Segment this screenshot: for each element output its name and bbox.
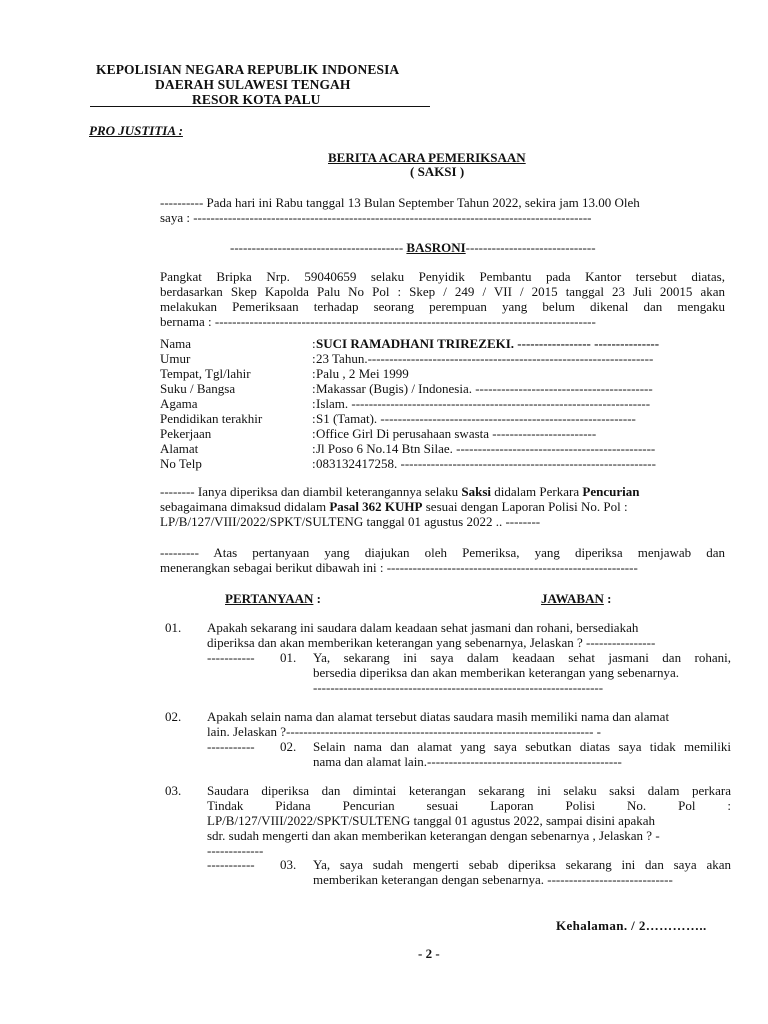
answer-intro-line-1: --------- Atas pertanyaan yang diajukan oleh Pemeriksa, yang diperiksa menjawab dan	[160, 545, 725, 560]
examiner-dash-left: ----------------------------------------	[230, 240, 407, 255]
qa-2-answer-prefix: -----------	[207, 739, 255, 754]
identity-colon: :	[312, 351, 316, 366]
answer-column-colon: :	[603, 591, 612, 606]
question-column-label: PERTANYAAN	[225, 591, 314, 606]
case-article: Pasal 362 KUHP	[329, 499, 423, 514]
intro-line-2: saya : --------------------------------------------------------------------------------------------	[160, 210, 592, 225]
intro-line-1: ---------- Pada hari ini Rabu tanggal 13 Bulan September Tahun 2022, sekira jam 13.00 Oleh	[160, 195, 640, 210]
qa-3-answer-prefix: -----------	[207, 857, 255, 872]
case-line-1-mid: didalam Perkara	[491, 484, 583, 499]
identity-value: Palu , 2 Mei 1999	[316, 366, 409, 381]
identity-row	[0, 426, 768, 441]
qa-2-number: 02.	[165, 709, 182, 724]
identity-row	[0, 336, 768, 351]
identity-row	[0, 441, 768, 456]
identity-label: Suku / Bangsa	[160, 381, 236, 396]
case-line-1	[160, 484, 725, 499]
document-title: BERITA ACARA PEMERIKSAAN	[328, 150, 526, 165]
identity-value: 083132417258. -----------------------------------------------------------	[316, 456, 656, 471]
qa-2-question-line-1: Apakah selain nama dan alamat tersebut diatas saudara masih memiliki nama dan alamat	[207, 709, 670, 724]
qa-3-number: 03.	[165, 783, 182, 798]
qa-2-answer-number: 02.	[280, 739, 297, 754]
identity-colon: :	[312, 456, 316, 471]
qa-3-answer-number: 03.	[280, 857, 297, 872]
identity-colon: :	[312, 411, 316, 426]
identity-value: SUCI RAMADHANI TRIREZEKI. ----------------- ---------------	[316, 336, 660, 351]
question-column-header	[225, 591, 321, 606]
qa-1-question-line-1: Apakah sekarang ini saudara dalam keadaan sehat jasmani dan rohani, bersediakah	[207, 620, 639, 635]
identity-colon: :	[312, 366, 316, 381]
continue-note: Kehalaman. / 2…………..	[556, 918, 707, 933]
qa-2-answer-line-2: nama dan alamat lain.---------------------------------------------	[313, 754, 622, 769]
qa-3-answer-line-2: memberikan keterangan dengan sebenarnya. -----------------------------	[313, 872, 673, 887]
examiner-name: BASRONI	[406, 240, 466, 255]
case-type: Pencurian	[582, 484, 640, 499]
answer-column-label: JAWABAN	[541, 591, 604, 606]
identity-label: Umur	[160, 351, 191, 366]
header-resort: RESOR KOTA PALU	[192, 92, 321, 107]
document-subtitle: ( SAKSI )	[410, 164, 465, 179]
identity-row	[0, 456, 768, 471]
qa-1-answer-prefix: -----------	[207, 650, 255, 665]
identity-value: S1 (Tamat). -----------------------------------------------------------	[316, 411, 636, 426]
header-institution: KEPOLISIAN NEGARA REPUBLIK INDONESIA	[96, 62, 400, 77]
identity-row	[0, 351, 768, 366]
identity-value: 23 Tahun.------------------------------------------------------------------	[316, 351, 654, 366]
qa-1-answer-line-3: -------------------------------------------------------------------	[313, 680, 604, 695]
case-line-2-end: sesuai dengan Laporan Polisi No. Pol :	[422, 499, 628, 514]
identity-value: Jl Poso 6 No.14 Btn Silae. ----------------------------------------------	[316, 441, 656, 456]
case-line-2	[160, 499, 725, 514]
identity-label: Agama	[160, 396, 198, 411]
qa-1-answer-line-2: bersedia diperiksa dan akan memberikan keterangan yang sebenarnya.	[313, 665, 680, 680]
examiner-line	[230, 240, 596, 255]
identity-label: No Telp	[160, 456, 202, 471]
identity-colon: :	[312, 396, 316, 411]
officer-line-2: berdasarkan Skep Kapolda Palu No Pol : Skep / 249 / VII / 2015 tanggal 23 Juli 20015 akan	[160, 284, 725, 299]
qa-1-number: 01.	[165, 620, 182, 635]
question-column-colon: :	[313, 591, 321, 606]
examiner-dash-right: ------------------------------	[465, 240, 596, 255]
header-underline	[90, 106, 430, 107]
identity-row	[0, 411, 768, 426]
identity-row	[0, 366, 768, 381]
identity-colon: :	[312, 441, 316, 456]
case-line-3: LP/B/127/VIII/2022/SPKT/SULTENG tanggal 01 agustus 2022 .. --------	[160, 514, 541, 529]
qa-2-question-line-2: lain. Jelaskan ?----------------------------------------------------------------------- -	[207, 724, 601, 739]
page-number: - 2 -	[418, 946, 440, 961]
qa-3-question-line-5: -------------	[207, 843, 264, 858]
officer-line-4: bernama : ----------------------------------------------------------------------------------------	[160, 314, 596, 329]
answer-intro-line-2: menerangkan sebagai berikut dibawah ini : ----------------------------------------------------------	[160, 560, 638, 575]
qa-2-answer-line-1: Selain nama dan alamat yang saya sebutkan diatas saya tidak memiliki	[313, 739, 731, 754]
case-line-2-text: sebagaimana dimaksud didalam	[160, 499, 330, 514]
identity-colon: :	[312, 336, 316, 351]
identity-label: Pendidikan terakhir	[160, 411, 263, 426]
header-region: DAERAH SULAWESI TENGAH	[155, 77, 351, 92]
identity-row	[0, 381, 768, 396]
identity-colon: :	[312, 381, 316, 396]
qa-3-answer-line-1: Ya, saya sudah mengerti sebab diperiksa sekarang ini dan saya akan	[313, 857, 731, 872]
identity-value: Office Girl Di perusahaan swasta ------------------------	[316, 426, 597, 441]
qa-1-answer-line-1: Ya, sekarang ini saya dalam keadaan sehat jasmani dan rohani,	[313, 650, 731, 665]
qa-3-question-line-2: Tindak Pidana Pencurian sesuai Laporan Polisi No. Pol :	[207, 798, 731, 813]
qa-3-question-line-3: LP/B/127/VIII/2022/SPKT/SULTENG tanggal 01 agustus 2022, sampai disini apakah	[207, 813, 655, 828]
qa-3-question-line-1: Saudara diperiksa dan dimintai keterangan sekarang ini selaku saksi dalam perkara	[207, 783, 731, 798]
officer-line-1: Pangkat Bripka Nrp. 59040659 selaku Penyidik Pembantu pada Kantor tersebut diatas,	[160, 269, 725, 284]
identity-value: Islam. ---------------------------------------------------------------------	[316, 396, 651, 411]
qa-3-question-line-4: sdr. sudah mengerti dan akan memberikan keterangan dengan sebenarnya , Jelaskan ? -	[207, 828, 660, 843]
identity-row	[0, 396, 768, 411]
officer-line-3: melakukan Pemeriksaan terhadap seorang perempuan yang belum dikenal dan mengaku	[160, 299, 725, 314]
qa-1-question-line-2: diperiksa dan akan memberikan keterangan yang sebenarnya, Jelaskan ? ----------------	[207, 635, 656, 650]
identity-label: Pekerjaan	[160, 426, 212, 441]
answer-column-header	[541, 591, 611, 606]
identity-colon: :	[312, 426, 316, 441]
identity-label: Alamat	[160, 441, 199, 456]
qa-1-answer-number: 01.	[280, 650, 297, 665]
pro-justitia: PRO JUSTITIA :	[89, 123, 183, 138]
case-line-1-text: -------- Ianya diperiksa dan diambil keterangannya selaku	[160, 484, 462, 499]
case-role: Saksi	[461, 484, 492, 499]
identity-label: Nama	[160, 336, 192, 351]
identity-value: Makassar (Bugis) / Indonesia. -----------------------------------------	[316, 381, 653, 396]
identity-label: Tempat, Tgl/lahir	[160, 366, 251, 381]
